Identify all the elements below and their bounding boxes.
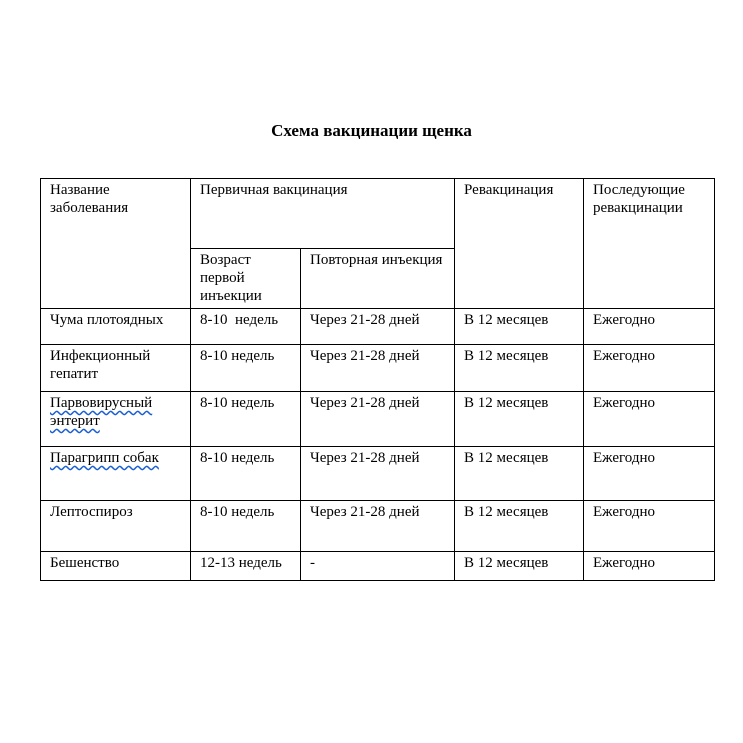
table-row [41,552,715,581]
cell-age: 8-10 недель [191,345,301,392]
cell-subsequent: Ежегодно [584,501,715,552]
cell-age: 12-13 недель [191,552,301,581]
cell-repeat: Через 21-28 дней [301,392,455,447]
cell-repeat: Через 21-28 дней [301,501,455,552]
cell-disease: Бешенство [41,552,191,581]
table-row [41,345,715,392]
cell-age: 8-10 недель [191,501,301,552]
header-subsequent-revaccinations: Последующие ревакцинации [584,179,715,309]
cell-revaccination: В 12 месяцев [455,552,584,581]
cell-subsequent: Ежегодно [584,447,715,501]
cell-subsequent: Ежегодно [584,345,715,392]
cell-revaccination: В 12 месяцев [455,345,584,392]
spellcheck-underlined-text: Парагрипп собак [50,450,159,466]
cell-repeat: Через 21-28 дней [301,309,455,345]
cell-disease: Инфекционный гепатит [41,345,191,392]
table-row [41,501,715,552]
cell-age: 8-10 недель [191,447,301,501]
cell-repeat: - [301,552,455,581]
cell-subsequent: Ежегодно [584,309,715,345]
cell-age: 8-10 недель [191,392,301,447]
header-revaccination: Ревакцинация [455,179,584,309]
header-disease: Название заболевания [41,179,191,309]
table-row [41,447,715,501]
header-row [41,179,715,249]
cell-disease [41,447,191,501]
header-primary-vaccination: Первичная вакцинация [191,179,455,249]
cell-subsequent: Ежегодно [584,392,715,447]
header-first-injection-age: Возраст первой инъекции [191,249,301,309]
table-row [41,309,715,345]
document-title: Схема вакцинации щенка [271,121,472,140]
cell-revaccination: В 12 месяцев [455,447,584,501]
header-repeat-injection: Повторная инъекция [301,249,455,309]
cell-revaccination: В 12 месяцев [455,501,584,552]
cell-revaccination: В 12 месяцев [455,392,584,447]
cell-repeat: Через 21-28 дней [301,345,455,392]
cell-subsequent: Ежегодно [584,552,715,581]
cell-disease: Лептоспироз [41,501,191,552]
cell-disease [41,392,191,447]
spellcheck-underlined-text: Парвовирусный энтерит [50,395,153,429]
cell-age: 8-10 недель [191,309,301,345]
vaccination-table [40,178,715,581]
table-row [41,392,715,447]
cell-disease: Чума плотоядных [41,309,191,345]
cell-repeat: Через 21-28 дней [301,447,455,501]
cell-revaccination: В 12 месяцев [455,309,584,345]
